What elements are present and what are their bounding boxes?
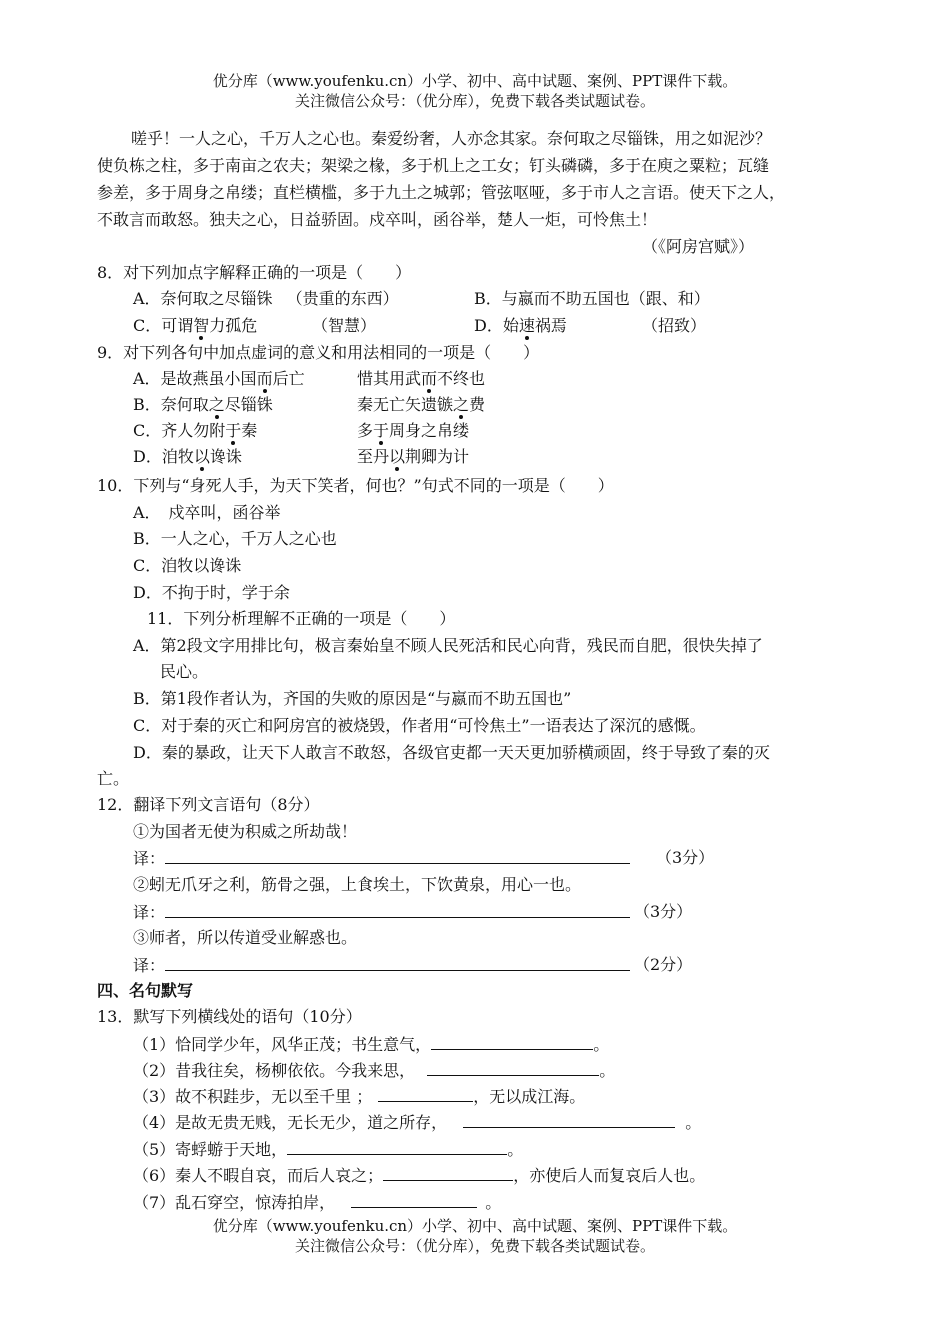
q8-stem: 8．对下列加点字解释正确的一项是（ ） (97, 263, 412, 282)
q11-option-d: D．秦的暴政，让天下人敢言不敢怒，各级官吏都一天天更加骄横顽固，终于导致了秦的灭 (133, 743, 770, 762)
q12-answer-row-3: 译： (133, 954, 630, 977)
q11-option-a-cont: 民心。 (160, 662, 209, 681)
q11-option-c: C．对于秦的灭亡和阿房宫的被烧毁，作者用“可怜焦土”一语表达了深沉的感慨。 (133, 716, 706, 735)
passage-line: 使负栋之柱，多于南亩之农夫；架梁之椽，多于机上之工女；钉头磷磷，多于在庾之粟粒；瓦缝 (97, 156, 770, 175)
emphasis-dot-char: 智 (193, 316, 210, 335)
passage-line: 不敢言而敢怒。独夫之心，日益骄固。戍卒叫，函谷举，楚人一炬，可怜焦土！ (97, 210, 658, 229)
q9-row-b-left: B．奈何取之尽锱铢 (133, 395, 273, 414)
q13-item-3: （3）故不积跬步，无以至千里 ； ，无以成江海。 (133, 1087, 586, 1106)
answer-blank[interactable] (383, 1164, 513, 1181)
q13-item-5: （5）寄蜉蝣于天地， 。 (133, 1140, 524, 1159)
q12-score-2: （3分） (634, 902, 693, 921)
answer-blank[interactable] (427, 1059, 599, 1076)
q13-item-6: （6）秦人不暇自哀，而后人哀之； ，亦使后人而复哀后人也。 (133, 1166, 706, 1185)
answer-blank[interactable] (463, 1111, 675, 1128)
q11-option-b: B．第1段作者认为，齐国的失败的原因是“与嬴而不助五国也” (133, 689, 572, 708)
q13-item-2: （2）昔我往矣，杨柳依依。今我来思， 。 (133, 1061, 616, 1080)
q9-stem: 9．对下列各句中加点虚词的意义和用法相同的一项是（ ） (97, 343, 540, 362)
q10-option-b: B．一人之心，千万人之心也 (133, 529, 337, 548)
q12-answer-row-1: 译： (133, 847, 630, 870)
q11-stem: 11．下列分析理解不正确的一项是（ ） (147, 609, 456, 628)
q13-item-1: （1）恰同学少年，风华正茂；书生意气， 。 (133, 1035, 610, 1054)
q9-row-c-left: C．齐人勿附于秦 (133, 421, 258, 440)
q13-item-4: （4）是故无贵无贱，无长无少，道之所存， 。 (133, 1113, 702, 1132)
q10-option-a: A． 戍卒叫，函谷举 (133, 503, 281, 522)
q9-row-c-right: 多于周身之帛缕 (357, 421, 470, 440)
q12-item-3: ③师者，所以传道受业解惑也。 (133, 928, 358, 947)
q9-row-d-left: D．洎牧以谗诛 (133, 447, 242, 466)
passage-line: 嗟乎！一人之心，千万人之心也。秦爱纷奢，人亦念其家。奈何取之尽锱铢，用之如泥沙？ (131, 129, 772, 148)
q13-item-7: （7）乱石穿空，惊涛拍岸， 。 (133, 1193, 502, 1212)
q8-option-a: A．奈何取之尽锱铢 （贵重的东西） (133, 289, 399, 308)
answer-blank[interactable] (351, 1191, 477, 1208)
q8-option-c: C．可谓智力孤危 (133, 316, 258, 335)
passage-source: （《阿房宫赋》） (642, 237, 755, 256)
emphasis-dot-char: 速 (518, 316, 535, 335)
q11-option-d-cont: 亡。 (97, 769, 130, 788)
answer-blank[interactable] (165, 847, 630, 864)
answer-blank[interactable] (431, 1033, 593, 1050)
q8-option-d: D．始速祸焉 (474, 316, 567, 335)
q10-option-d: D．不拘于时，学于余 (133, 583, 290, 602)
q12-stem: 12．翻译下列文言语句（8分） (97, 795, 320, 814)
footer-line-1: 优分库（www.youfenku.cn）小学、初中、高中试题、案例、PPT课件下载。 (212, 1217, 738, 1235)
q10-option-c: C．洎牧以谗诛 (133, 556, 242, 575)
q9-row-b-right: 秦无亡矢遗镞之费 (357, 395, 486, 414)
answer-blank[interactable] (287, 1138, 507, 1155)
q9-row-a-left: A．是故燕虽小国而后亡 (133, 369, 305, 388)
answer-blank[interactable] (378, 1085, 473, 1102)
q9-row-d-right: 至丹以荆卿为计 (357, 447, 470, 466)
q8-option-c-note: （智慧） (312, 316, 377, 335)
q10-stem: 10．下列与“身死人手，为天下笑者，何也？”句式不同的一项是（ ） (97, 476, 614, 495)
header-line-2: 关注微信公众号：（优分库），免费下载各类试题试卷。 (294, 92, 655, 110)
q12-item-1: ①为国者无使为积威之所劫哉！ (133, 822, 358, 841)
answer-blank[interactable] (165, 954, 630, 971)
footer-line-2: 关注微信公众号：（优分库），免费下载各类试题试卷。 (294, 1237, 655, 1255)
q12-answer-row-2: 译： (133, 901, 630, 924)
q8-option-d-note: （招致） (642, 316, 707, 335)
header-line-1: 优分库（www.youfenku.cn）小学、初中、高中试题、案例、PPT课件下载。 (212, 72, 738, 90)
passage-line: 参差，多于周身之帛缕；直栏横槛，多于九土之城郭；管弦呕哑，多于市人之言语。使天下之人， (97, 183, 786, 202)
q13-stem: 13．默写下列横线处的语句（10分） (97, 1007, 362, 1026)
q8-option-b: B．与嬴而不助五国也（跟、和） (474, 289, 710, 308)
q12-score-1: （3分） (656, 848, 715, 867)
answer-blank[interactable] (165, 901, 630, 918)
q12-item-2: ②蚓无爪牙之利，筋骨之强，上食埃土，下饮黄泉，用心一也。 (133, 875, 582, 894)
q12-score-3: （2分） (634, 955, 693, 974)
q11-option-a: A．第2段文字用排比句，极言秦始皇不顾人民死活和民心向背，残民而自肥，很快失掉了 (133, 636, 763, 655)
q9-row-a-right: 惜其用武而不终也 (357, 369, 486, 388)
section-title: 四、名句默写 (97, 981, 194, 1000)
